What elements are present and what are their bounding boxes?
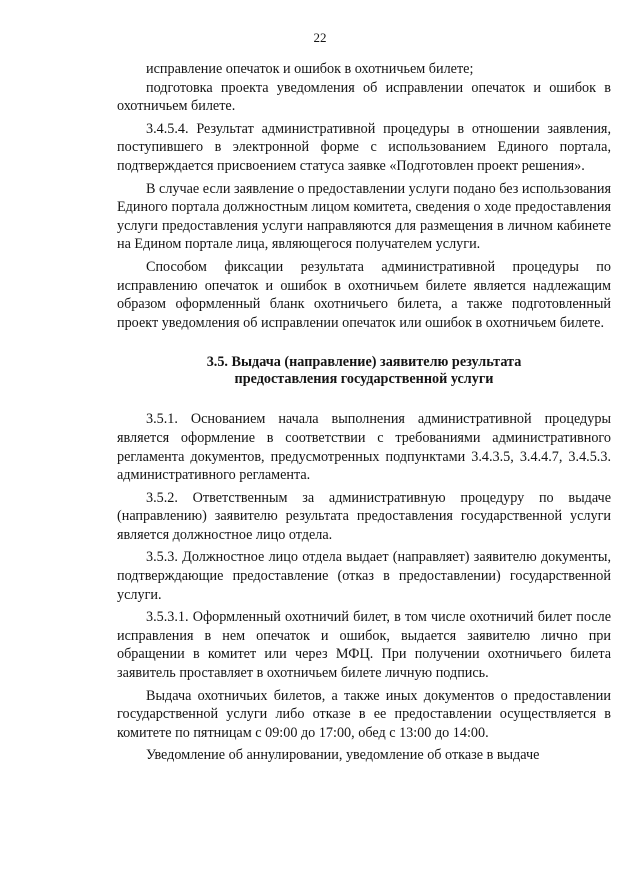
paragraph: Уведомление об аннулировании, уведомление об отказе в выдаче bbox=[146, 747, 540, 764]
section-heading bbox=[117, 354, 611, 388]
paragraph: 3.5.1. Основанием начала выполнения административной процедуры является оформление в соответствии с требованиями административного регламента документов, предусмотренных подпунктами 3.4.3.5, 3.4.4.7, 3.4.5.3. административного регламента. bbox=[117, 411, 611, 484]
section-heading-line-1: 3.5. Выдача (направление) заявителю результата bbox=[206, 354, 522, 371]
document-body bbox=[117, 60, 611, 765]
section-heading-line-2: предоставления государственной услуги bbox=[234, 371, 494, 388]
paragraph: 3.5.2. Ответственным за административную процедуру по выдаче (направлению) заявителю результата предоставления государственной услуги является должностное лицо отдела. bbox=[117, 489, 611, 543]
paragraph: Способом фиксации результата административной процедуры по исправлению опечаток и ошибок в охотничьем билете является надлежащим образом оформленный бланк охотничьего билета, а также подготовленный проект уведомления об исправлении опечаток или ошибок в охотничьем билете. bbox=[117, 258, 611, 331]
paragraph: подготовка проекта уведомления об исправлении опечаток и ошибок в охотничьем билете. bbox=[117, 79, 611, 115]
paragraph: 3.5.3. Должностное лицо отдела выдает (направляет) заявителю документы, подтверждающие предоставление (отказ в предоставлении) государственной услуги. bbox=[117, 549, 611, 603]
paragraph: исправление опечаток и ошибок в охотничьем билете; bbox=[146, 61, 474, 77]
paragraph: В случае если заявление о предоставлении услуги подано без использования Единого портала должностным лицом комитета, сведения о ходе предоставления услуги предоставления услуги направляются для размещения в личном кабинете на Едином портале лица, являющегося получателем услуги. bbox=[117, 180, 611, 253]
page-number: 22 bbox=[313, 30, 327, 45]
paragraph: 3.4.5.4. Результат административной процедуры в отношении заявления, поступившего в электронной форме с использованием Единого портала, подтверждается присвоением статуса заявке «Подготовлен проект решения». bbox=[117, 120, 611, 174]
paragraph: 3.5.3.1. Оформленный охотничий билет, в том числе охотничий билет после исправления в нем опечаток и ошибок, выдается заявителю лично при обращении в комитет или через МФЦ. При получении охотничьего билета заявитель проставляет в охотничьем билете личную подпись. bbox=[117, 609, 611, 682]
paragraph: Выдача охотничьих билетов, а также иных документов о предоставлении государственной услуги либо отказе в ее предоставлении осуществляется в комитете по пятницам с 09:00 до 17:00, обед с 13:00 до 14:00. bbox=[117, 687, 611, 741]
